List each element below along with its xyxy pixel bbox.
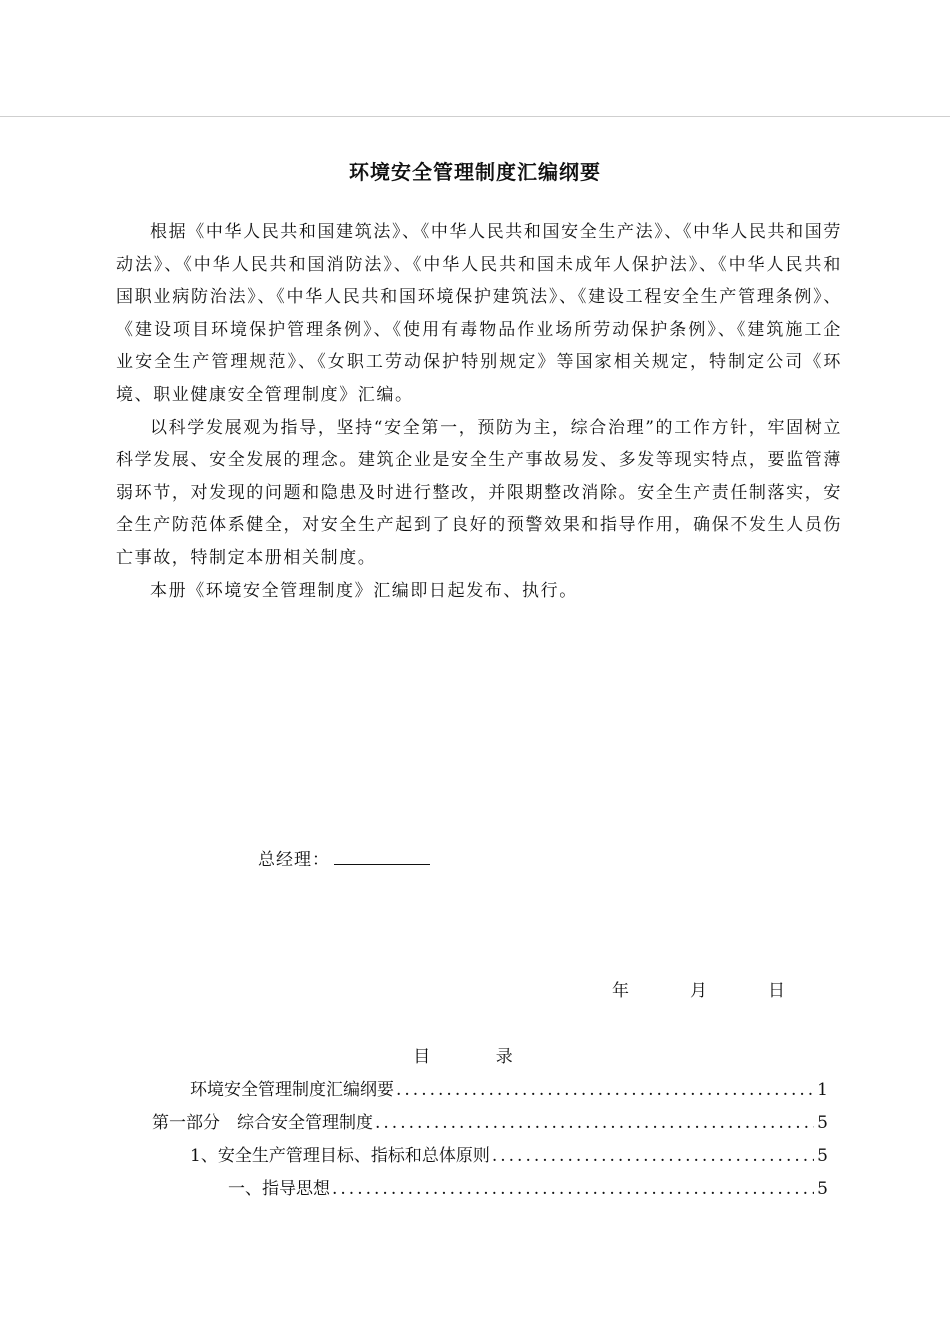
- toc-entry-text: 一、指导思想: [228, 1179, 330, 1199]
- toc-leader: [375, 1113, 814, 1133]
- toc-leader: [396, 1080, 814, 1100]
- header-rule: [0, 116, 950, 117]
- toc-leader: [492, 1146, 814, 1166]
- signature-line: [334, 847, 430, 865]
- toc-entry[interactable]: [152, 1108, 828, 1133]
- paragraph-1: 根据《中华人民共和国建筑法》、《中华人民共和国安全生产法》、《中华人民共和国劳动法》、《中华人民共和国消防法》、《中华人民共和国未成年人保护法》、《中华人民共和国职业病防治法》、《中华人民共和国环境保护建筑法》、《建设工程安全生产管理条例》、《建设项目环境保护管理条例》、《使用有毒物品作业场所劳动保护条例》、《建筑施工企业安全生产管理规范》、《女职工劳动保护特别规定》等国家相关规定，特制定公司《环境、职业健康安全管理制度》汇编。: [116, 222, 842, 405]
- toc-entry-page: 5: [817, 1113, 828, 1133]
- date-year: 年: [612, 981, 629, 1001]
- signature-label: 总经理：: [258, 850, 330, 870]
- signature-block: [258, 845, 430, 870]
- toc-heading: 目 录: [413, 1047, 543, 1067]
- toc-entry-page: 1: [817, 1080, 828, 1100]
- toc-entry-page: 5: [817, 1146, 828, 1166]
- date-month: 月: [690, 981, 707, 1001]
- toc-entry[interactable]: [190, 1075, 828, 1100]
- toc-entry-text: 第一部分 综合安全管理制度: [152, 1113, 373, 1133]
- body-text: [116, 216, 842, 607]
- paragraph-3: 本册《环境安全管理制度》汇编即日起发布、执行。: [150, 580, 578, 601]
- toc-entry-text: 1、安全生产管理目标、指标和总体原则: [190, 1146, 490, 1166]
- toc-entry-text: 环境安全管理制度汇编纲要: [190, 1080, 394, 1100]
- date-block: [612, 976, 785, 1001]
- date-day: 日: [768, 981, 785, 1001]
- toc-entry-page: 5: [817, 1179, 828, 1199]
- toc-entry[interactable]: [190, 1141, 828, 1166]
- document-title: 环境安全管理制度汇编纲要: [349, 160, 601, 184]
- paragraph-2: 以科学发展观为指导，坚持“安全第一，预防为主，综合治理”的工作方针，牢固树立科学发展、安全发展的理念。建筑企业是安全生产事故易发、多发等现实特点，要监管薄弱环节，对发现的问题和隐患及时进行整改，并限期整改消除。安全生产责任制落实，安全生产防范体系健全，对安全生产起到了良好的预警效果和指导作用，确保不发生人员伤亡事故，特制定本册相关制度。: [116, 417, 842, 568]
- toc-leader: [332, 1179, 814, 1199]
- toc-entry[interactable]: [228, 1174, 828, 1199]
